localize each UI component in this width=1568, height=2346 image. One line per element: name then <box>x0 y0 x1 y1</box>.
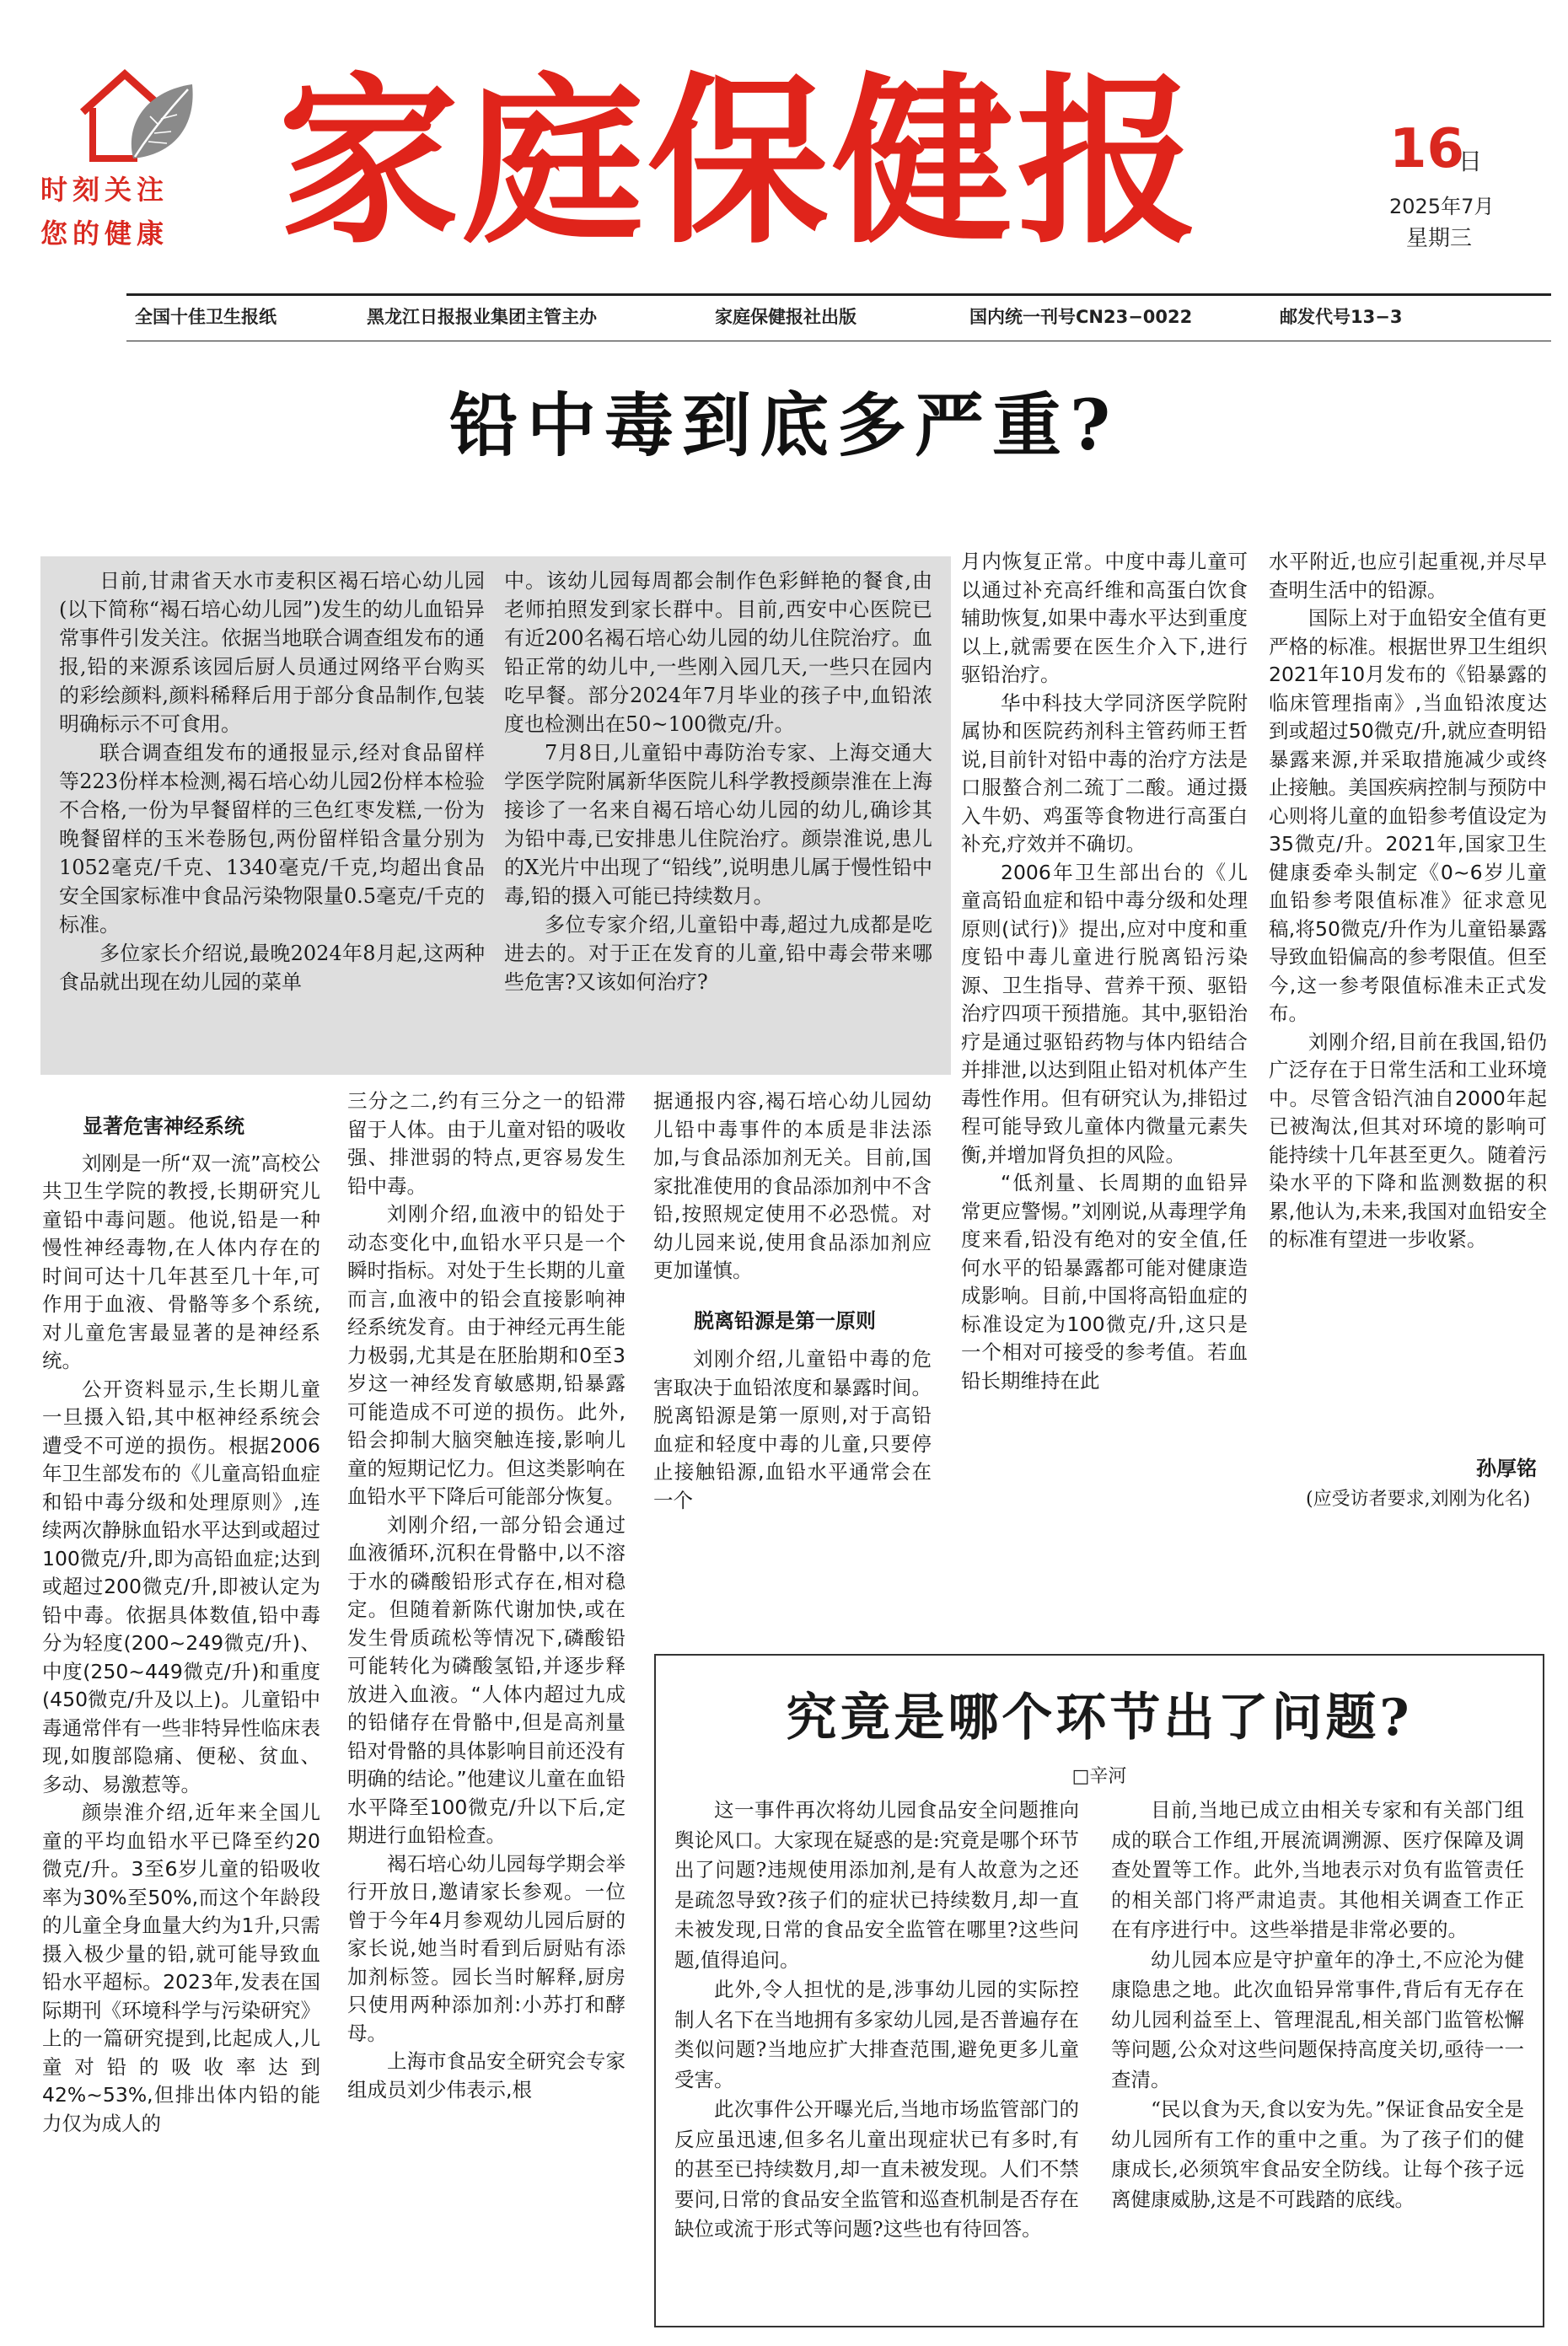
body-column-4 <box>961 548 1248 1627</box>
commentary-column-1 <box>674 1796 1079 2314</box>
body-column-5 <box>1269 548 1547 1450</box>
publication-info-bar <box>135 303 1551 334</box>
author-note: (应受访者要求,刘刚为化名) <box>1306 1489 1531 1510</box>
body-paragraph: 颜崇淮介绍,近年来全国儿童的平均血铅水平已降至约20微克/升。3至6岁儿童的铅吸收率为30%至50%,而这个年龄段的儿童全身血量大约为1升,只需摄入极少量的铅,就可能导致血铅水平超标。2023年,发表在国际期刊《环境科学与污染研究》上的一篇研究提到,比起成人,儿童对铅的吸收率达到42%~53%,但排出体内铅的能力仅为成人的 <box>42 1801 320 2135</box>
commentary-paragraph: 此次事件公开曝光后,当地市场监管部门的反应虽迅速,但多名儿童出现症状已有多时,有的甚至已持续数月,却一直未被发现。人们不禁要问,日常的食品安全监管和巡查机制是否存在缺位或流于形式等问题?这些也有待回答。 <box>674 2097 1079 2241</box>
intro-paragraph: 中。该幼儿园每周都会制作色彩鲜艳的餐食,由老师拍照发到家长群中。目前,西安中心医院已有近200名褐石培心幼儿园的幼儿住院治疗。血铅正常的幼儿中,一些刚入园几天,一些只在园内吃早餐。部分2024年7月毕业的孩子中,血铅浓度也检测出在50~100微克/升。 <box>504 569 932 736</box>
intro-column-2 <box>504 566 932 1072</box>
info-publisher-group: 黑龙江日报报业集团主管主办 <box>367 307 597 327</box>
body-paragraph: 刘刚介绍,血液中的铅处于动态变化中,血铅水平只是一个瞬时指标。对处于生长期的儿童而言,血液中的铅会直接影响神经系统发育。由于神经元再生能力极弱,尤其是在胚胎期和0至3岁这一神经发育敏感期,铅暴露可能造成不可逆的损伤。此外,铅会抑制大脑突触连接,影响儿童的短期记忆力。但这类影响在血铅水平下降后可能部分恢复。 <box>347 1202 626 1508</box>
body-paragraph: 刘刚是一所“双一流”高校公共卫生学院的教授,长期研究儿童铅中毒问题。他说,铅是一种慢性神经毒物,在人体内存在的时间可达十几年甚至几十年,可作用于血液、骨骼等多个系统,对儿童危害最显著的是神经系统。 <box>42 1151 320 1372</box>
slogan-line-1: 时刻关注 <box>40 174 169 206</box>
commentary-paragraph: 此外,令人担忧的是,涉事幼儿园的实际控制人名下在当地拥有多家幼儿园,是否普遍存在类似问题?当地应扩大排查范围,避免更多儿童受害。 <box>674 1978 1079 2091</box>
house-leaf-logo-icon <box>74 66 201 163</box>
intro-paragraph: 7月8日,儿童铅中毒防治专家、上海交通大学医学院附属新华医院儿科学教授颜崇淮在上海接诊了一名来自褐石培心幼儿园的幼儿,确诊其为铅中毒,已安排患儿住院治疗。颜崇淮说,患儿的X光片中出现了“铅线”,说明患儿属于慢性铅中毒,铅的摄入可能已持续数月。 <box>504 741 932 908</box>
article-author: 孙厚铭 <box>1476 1457 1537 1480</box>
intro-paragraph: 多位家长介绍说,最晚2024年8月起,这两种食品就出现在幼儿园的菜单 <box>59 942 485 994</box>
section-subhead: 显著危害神经系统 <box>83 1114 244 1138</box>
body-paragraph: 刘刚介绍,儿童铅中毒的危害取决于血铅浓度和暴露时间。脱离铅源是第一原则,对于高铅血症和轻度中毒的儿童,只要停止接触铅源,血铅水平通常会在一个 <box>653 1347 932 1512</box>
slogan-line-2: 您的健康 <box>40 217 169 250</box>
body-paragraph: 月内恢复正常。中度中毒儿童可以通过补充高纤维和高蛋白饮食辅助恢复,如果中毒水平达到重度以上,就需要在医生介入下,进行驱铅治疗。 <box>961 550 1248 686</box>
commentary-paragraph: 目前,当地已成立由相关专家和有关部门组成的联合工作组,开展流调溯源、医疗保障及调查处置等工作。此外,当地表示对负有监管责任的相关部门将严肃追责。其他相关调查工作正在有序进行中。这些举措是非常必要的。 <box>1111 1798 1524 1941</box>
issue-day: 16 <box>1389 118 1465 180</box>
intro-paragraph: 多位专家介绍,儿童铅中毒,超过九成都是吃进去的。对于正在发育的儿童,铅中毒会带来哪些危害?又该如何治疗? <box>504 913 932 994</box>
intro-paragraph: 日前,甘肃省天水市麦积区褐石培心幼儿园(以下简称“褐石培心幼儿园”)发生的幼儿血铅异常事件引发关注。依据当地联合调查组发布的通报,铅的来源系该园后厨人员通过网络平台购买的彩绘颜料,颜料稀释后用于部分食品制作,包装明确标示不可食用。 <box>59 569 485 736</box>
info-cn-number: 国内统一刊号CN23−0022 <box>969 307 1193 327</box>
commentary-paragraph: 幼儿园本应是守护童年的净土,不应沦为健康隐患之地。此次血铅异常事件,背后有无存在幼儿园利益至上、管理混乱,相关部门监管松懈等问题,公众对这些问题保持高度关切,亟待一一查清。 <box>1111 1947 1524 2091</box>
body-column-2 <box>347 1087 626 2327</box>
main-headline: 铅中毒到底多严重? <box>448 385 1120 466</box>
body-paragraph: 据通报内容,褐石培心幼儿园幼儿铅中毒事件的本质是非法添加,与食品添加剂无关。目前,国家批准使用的食品添加剂中不含铅,按照规定使用不必恐慌。对幼儿园来说,使用食品添加剂应更加谨慎。 <box>653 1089 932 1282</box>
body-column-3 <box>653 1087 932 1627</box>
body-paragraph: 国际上对于血铅安全值有更严格的标准。根据世界卫生组织2021年10月发布的《铅暴露的临床管理指南》,当血铅浓度达到或超过50微克/升,就应查明铅暴露来源,并采取措施减少或终止接触。美国疾病控制与预防中心则将儿童的血铅参考值设定为35微克/升。2021年,国家卫生健康委牵头制定《0~6岁儿童血铅参考限值标准》征求意见稿,将50微克/升作为儿童铅暴露导致血铅偏高的参考限值。但至今,这一参考限值标准未正式发布。 <box>1269 606 1547 1025</box>
masthead-rule-top <box>126 293 1551 296</box>
info-postal-code: 邮发代号13−3 <box>1280 307 1403 327</box>
section-subhead: 脱离铅源是第一原则 <box>694 1308 876 1333</box>
body-paragraph: 华中科技大学同济医学院附属协和医院药剂科主管药师王哲说,目前针对铅中毒的治疗方法是口服螯合剂二巯丁二酸。通过摄入牛奶、鸡蛋等食物进行高蛋白补充,疗效并不确切。 <box>961 690 1248 856</box>
commentary-paragraph: “民以食为天,食以安为先。”保证食品安全是幼儿园所有工作的重中之重。为了孩子们的健康成长,必须筑牢食品安全防线。让每个孩子远离健康威胁,这是不可践踏的底线。 <box>1111 2097 1524 2211</box>
body-column-1 <box>42 1113 320 2327</box>
body-paragraph: 水平附近,也应引起重视,并尽早查明生活中的铅源。 <box>1269 550 1547 602</box>
intro-paragraph: 联合调查组发布的通报显示,经对食品留样等223份样本检测,褐石培心幼儿园2份样本检验不合格,一份为早餐留样的三色红枣发糕,一份为晚餐留样的玉米卷肠包,两份留样铅含量分别为1052毫克/千克、1340毫克/千克,均超出食品安全国家标准中食品污染物限量0.5毫克/千克的标准。 <box>59 741 485 937</box>
commentary-title: 究竟是哪个环节出了问题? <box>786 1688 1413 1747</box>
body-paragraph: 刘刚介绍,一部分铅会通过血液循环,沉积在骨骼中,以不溶于水的磷酸铅形式存在,相对稳定。但随着新陈代谢加快,或在发生骨质疏松等情况下,磷酸铅可能转化为磷酸氢铅,并逐步释放进入血液。“人体内超过九成的铅储存在骨骼中,但是高剂量铅对骨骼的具体影响目前还没有明确的结论。”他建议儿童在血铅水平降至100微克/升以下后,定期进行血铅检查。 <box>347 1512 626 1847</box>
body-paragraph: 上海市食品安全研究会专家组成员刘少伟表示,根 <box>347 2049 626 2102</box>
issue-day-unit: 日 <box>1458 148 1483 175</box>
commentary-column-2 <box>1111 1796 1524 2314</box>
issue-weekday: 星期三 <box>1406 226 1473 251</box>
info-press: 家庭保健报社出版 <box>715 307 856 327</box>
body-paragraph: “低剂量、长周期的血铅异常更应警惕。”刘刚说,从毒理学角度来看,铅没有绝对的安全值,任何水平的铅暴露都可能对健康造成影响。目前,中国将高铅血症的标准设定为100微克/升,这只是一个相对可接受的参考值。若血铅长期维持在此 <box>961 1171 1248 1393</box>
intro-column-1 <box>59 566 485 1072</box>
body-paragraph: 2006年卫生部出台的《儿童高铅血症和铅中毒分级和处理原则(试行)》提出,应对中度和重度铅中毒儿童进行脱离铅污染源、卫生指导、营养干预、驱铅治疗四项干预措施。其中,驱铅治疗是通过驱铅药物与体内铅结合并排泄,以达到阻止铅对机体产生毒性作用。但有研究认为,排铅过程可能导致儿童体内微量元素失衡,并增加肾负担的风险。 <box>961 860 1248 1167</box>
newspaper-title: 家庭保健报 <box>278 56 1201 268</box>
info-award: 全国十佳卫生报纸 <box>135 307 277 327</box>
commentary-paragraph: 这一事件再次将幼儿园食品安全问题推向舆论风口。大家现在疑惑的是:究竟是哪个环节出了问题?违规使用添加剂,是有人故意为之还是疏忽导致?孩子们的症状已持续数月,却一直未被发现,日常的食品安全监管在哪里?这些问题,值得追问。 <box>674 1798 1079 1972</box>
commentary-author: □辛河 <box>1071 1766 1127 1787</box>
body-paragraph: 褐石培心幼儿园每学期会举行开放日,邀请家长参观。一位曾于今年4月参观幼儿园后厨的家长说,她当时看到后厨贴有添加剂标签。园长当时解释,厨房只使用两种添加剂:小苏打和酵母。 <box>347 1851 626 2045</box>
issue-date: 2025年7月 <box>1389 195 1495 218</box>
body-paragraph: 三分之二,约有三分之一的铅滞留于人体。由于儿童对铅的吸收强、排泄弱的特点,更容易发生铅中毒。 <box>347 1089 626 1198</box>
body-paragraph: 刘刚介绍,目前在我国,铅仍广泛存在于日常生活和工业环境中。尽管含铅汽油自2000年起已被淘汰,但其对环境的影响可能持续十几年甚至更久。随着污染水平的下降和监测数据的积累,他认为,未来,我国对血铅安全的标准有望进一步收紧。 <box>1269 1029 1547 1251</box>
body-paragraph: 公开资料显示,生长期儿童一旦摄入铅,其中枢神经系统会遭受不可逆的损伤。根据2006年卫生部发布的《儿童高铅血症和铅中毒分级和处理原则》,连续两次静脉血铅水平达到或超过100微克/升,即为高铅血症;达到或超过200微克/升,即被认定为铅中毒。依据具体数值,铅中毒分为轻度(200~249微克/升)、中度(250~449微克/升)和重度(450微克/升及以上)。儿童铅中毒通常伴有一些非特异性临床表现,如腹部隐痛、便秘、贫血、多动、易激惹等。 <box>42 1377 320 1796</box>
